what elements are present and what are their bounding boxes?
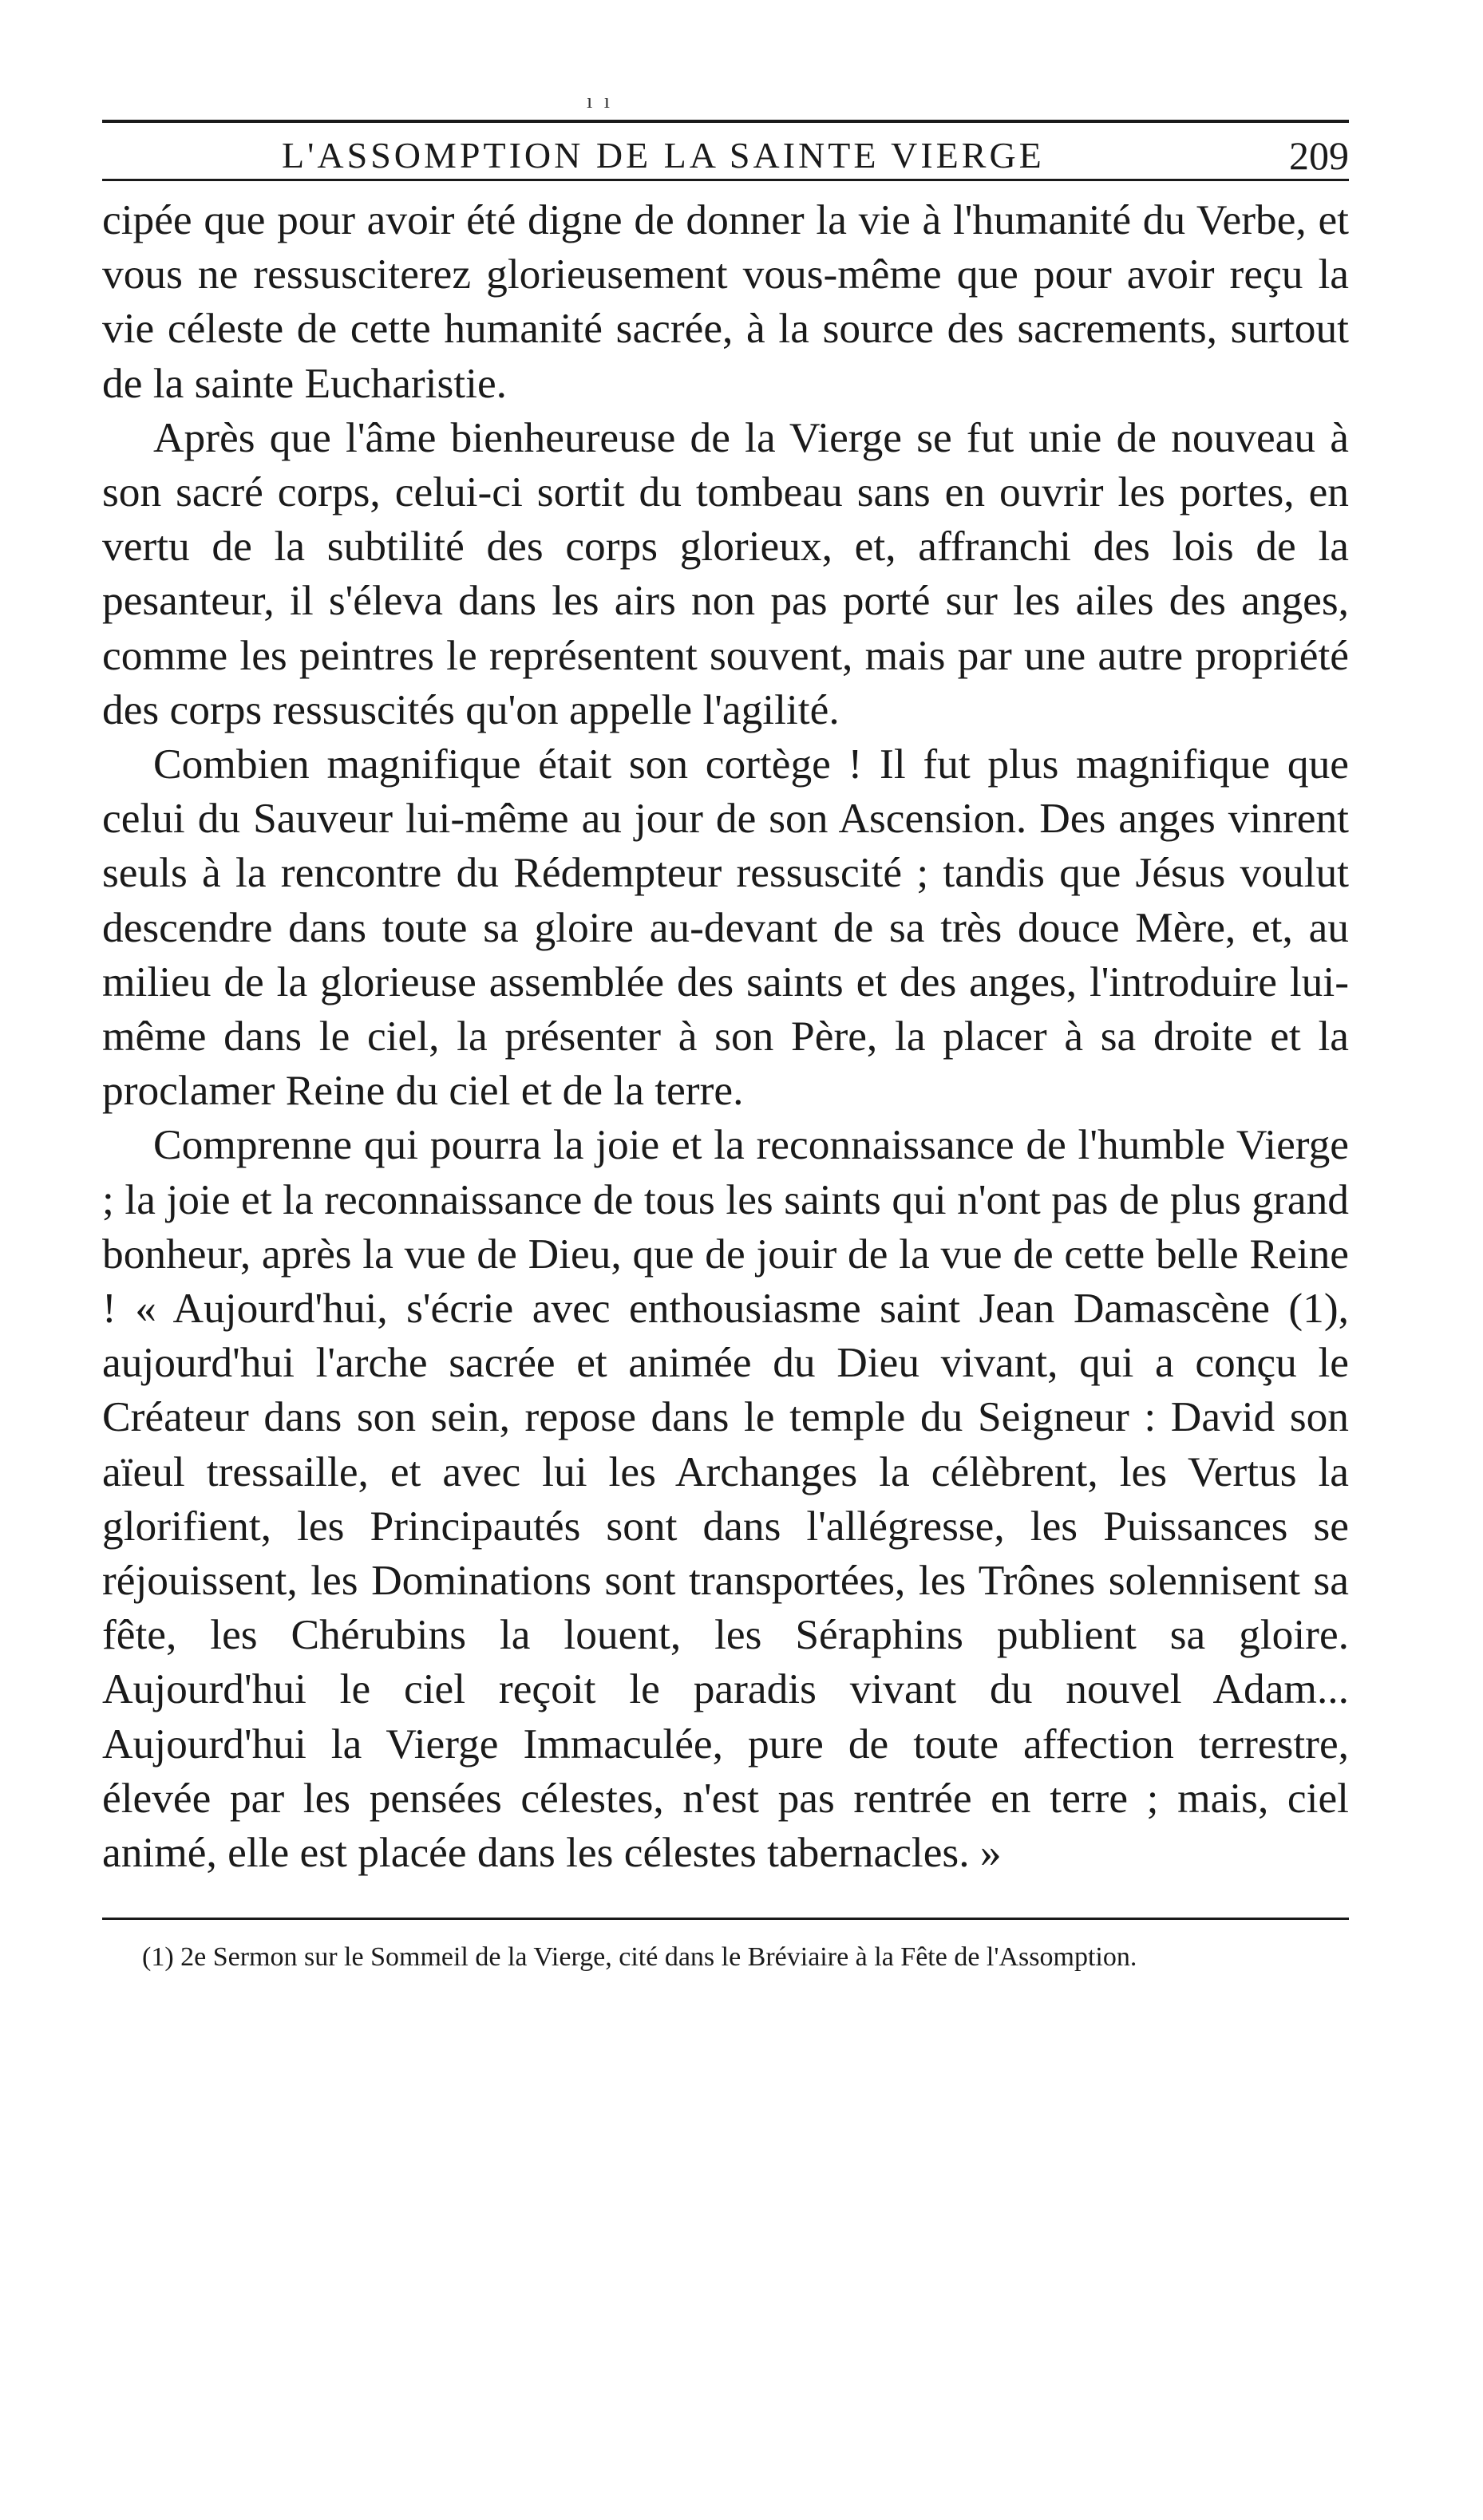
book-page: [102, 120, 1349, 2005]
paragraph-3: Combien magnifique était son cortège ! Il fut plus magnifique que celui du Sauveur lui-même au jour de son Ascension. Des anges vinrent seuls à la rencontre du Rédempteur ressuscité ; tandis que Jésus voulut descendre dans toute sa gloire au-devant de sa très douce Mère, et, au milieu de la glorieuse assemblée des saints et des anges, l'introduire lui-même dans le ciel, la présenter à son Père, la placer à sa droite et la proclamer Reine du ciel et de la terre.: [102, 740, 1349, 1115]
paragraph-1: cipée que pour avoir été digne de donner la vie à l'humanité du Verbe, et vous ne ressusciterez glorieusement vous-même que pour avoir reçu la vie céleste de cette humanité sacrée, à la source des sacrements, surtout de la sainte Eucharistie.: [102, 196, 1349, 407]
top-page-mark: ı ı: [587, 89, 613, 113]
running-header: [102, 123, 1349, 179]
page-number: 209: [1289, 133, 1349, 178]
body-text: [102, 192, 1349, 1879]
paragraph-4: Comprenne qui pourra la joie et la reconnaissance de l'humble Vierge ; la joie et la reconnaissance de tous les saints qui n'ont pas de plus grand bonheur, après la vue de Dieu, que de jouir de la vue de cette belle Reine ! « Aujourd'hui, s'écrie avec enthousiasme saint Jean Damascène (1), aujourd'hui l'arche sacrée et animée du Dieu vivant, qui a conçu le Créateur dans son sein, repose dans le temple du Seigneur : David son aïeul tressaille, et avec lui les Archanges la célèbrent, les Vertus la glorifient, les Principautés sont dans l'allégresse, les Puissances se réjouissent, les Dominations sont transportées, les Trônes solennisent sa fête, les Chérubins la louent, les Séraphins publient sa gloire. Aujourd'hui le ciel reçoit le paradis vivant du nouvel Adam... Aujourd'hui la Vierge Immaculée, pure de toute affection terrestre, élevée par les pensées célestes, n'est pas rentrée en terre ; mais, ciel animé, elle est placée dans les célestes tabernacles. »: [102, 1120, 1349, 1877]
footnote-rule: [102, 1918, 1349, 1920]
footnote: (1) 2e Sermon sur le Sommeil de la Vierge, cité dans le Bréviaire à la Fête de l'Assomption.: [142, 1942, 1137, 1973]
paragraph-2: Après que l'âme bienheureuse de la Vierge se fut unie de nouveau à son sacré corps, celui-ci sortit du tombeau sans en ouvrir les portes, en vertu de la subtilité des corps glorieux, et, affranchi des lois de la pesanteur, il s'éleva dans les airs non pas porté sur les ailes des anges, comme les peintres le représentent souvent, mais par une autre propriété des corps ressuscités qu'on appelle l'agilité.: [102, 413, 1349, 733]
running-title: L'ASSOMPTION DE LA SAINTE VIERGE: [282, 135, 1045, 176]
